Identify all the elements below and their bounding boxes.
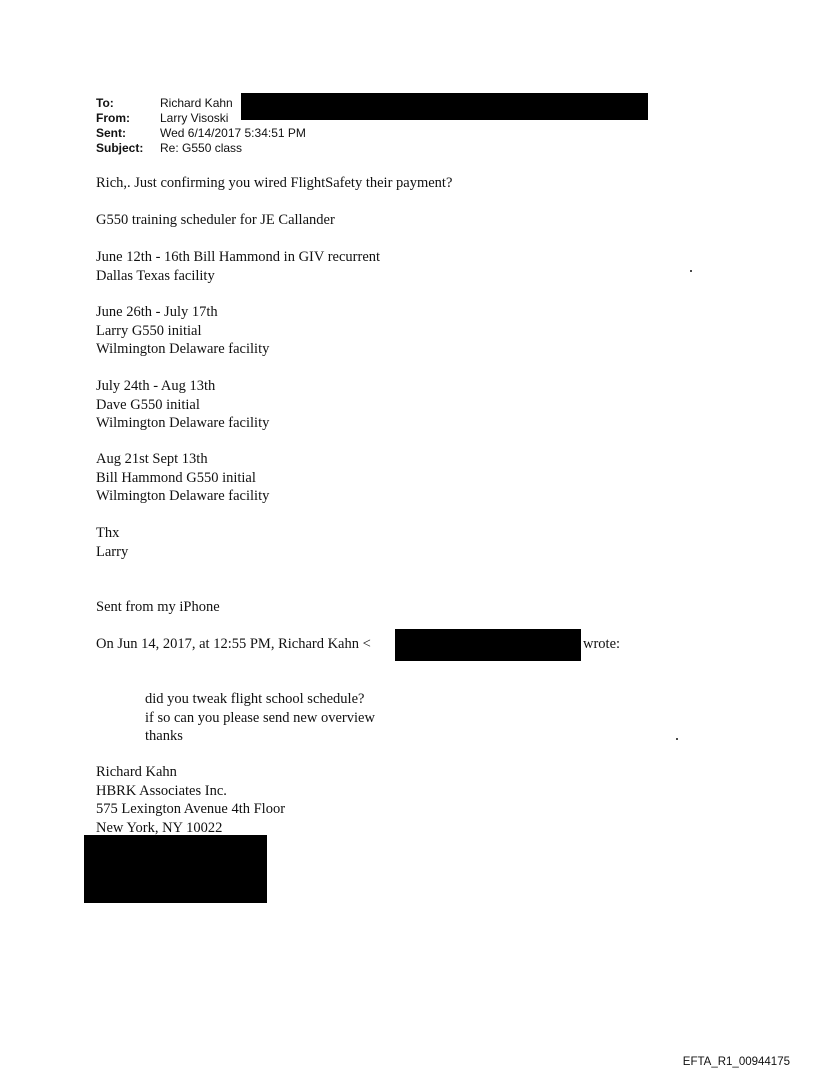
schedule-line: Dave G550 initial (96, 396, 200, 413)
schedule-line: July 24th - Aug 13th (96, 378, 216, 394)
schedule-line: Bill Hammond G550 initial (96, 469, 256, 486)
redaction-quote-address (395, 629, 581, 661)
schedule-line: Larry G550 initial (96, 322, 202, 339)
redaction-to-address (241, 93, 648, 120)
subject-row (96, 141, 306, 156)
from-value: Larry Visoski (160, 111, 229, 125)
schedule-block-2 (96, 303, 269, 359)
signature-line: Richard Kahn (96, 764, 177, 780)
document-id: EFTA_R1_00944175 (682, 1056, 790, 1068)
from-label: From: (96, 111, 130, 125)
sent-label: Sent: (96, 126, 126, 140)
schedule-block-3 (96, 377, 269, 433)
sign-off-line: Larry (96, 543, 129, 560)
signature-line: New York, NY 10022 (96, 819, 223, 836)
sent-value: Wed 6/14/2017 5:34:51 PM (160, 126, 306, 140)
quoted-message (145, 690, 375, 746)
schedule-line: Dallas Texas facility (96, 267, 215, 284)
quoted-line: thanks (145, 728, 183, 744)
sent-row (96, 126, 306, 141)
schedule-line: Aug 21st Sept 13th (96, 451, 208, 467)
schedule-line: Wilmington Delaware facility (96, 341, 270, 357)
quoted-line: if so can you please send new overview (145, 709, 375, 726)
body-intro: Rich,. Just confirming you wired FlightSafety their payment? (96, 175, 453, 191)
schedule-line: Wilmington Delaware facility (96, 415, 270, 431)
scan-speck (690, 270, 692, 272)
to-label: To: (96, 96, 114, 110)
redaction-signature-contact (84, 835, 267, 903)
quoted-line: did you tweak flight school schedule? (145, 691, 365, 707)
schedule-line: June 12th - 16th Bill Hammond in GIV recurrent (96, 249, 381, 265)
sign-off (96, 524, 128, 561)
schedule-line: June 26th - July 17th (96, 304, 218, 320)
schedule-line: Wilmington Delaware facility (96, 488, 270, 504)
signature (96, 763, 285, 837)
to-value: Richard Kahn (160, 96, 233, 110)
scan-speck (676, 738, 678, 740)
schedule-block-1 (96, 248, 380, 285)
subject-value: Re: G550 class (160, 141, 243, 155)
schedule-block-4 (96, 450, 269, 506)
signature-line: 575 Lexington Avenue 4th Floor (96, 801, 286, 817)
quote-attribution-prefix: On Jun 14, 2017, at 12:55 PM, Richard Kahn < (96, 636, 371, 652)
subject-label: Subject: (96, 141, 144, 155)
quote-attribution-suffix: wrote: (583, 636, 621, 652)
sent-from: Sent from my iPhone (96, 599, 220, 615)
signature-line: HBRK Associates Inc. (96, 782, 227, 799)
sign-off-line: Thx (96, 525, 120, 541)
schedule-title: G550 training scheduler for JE Callander (96, 212, 335, 228)
